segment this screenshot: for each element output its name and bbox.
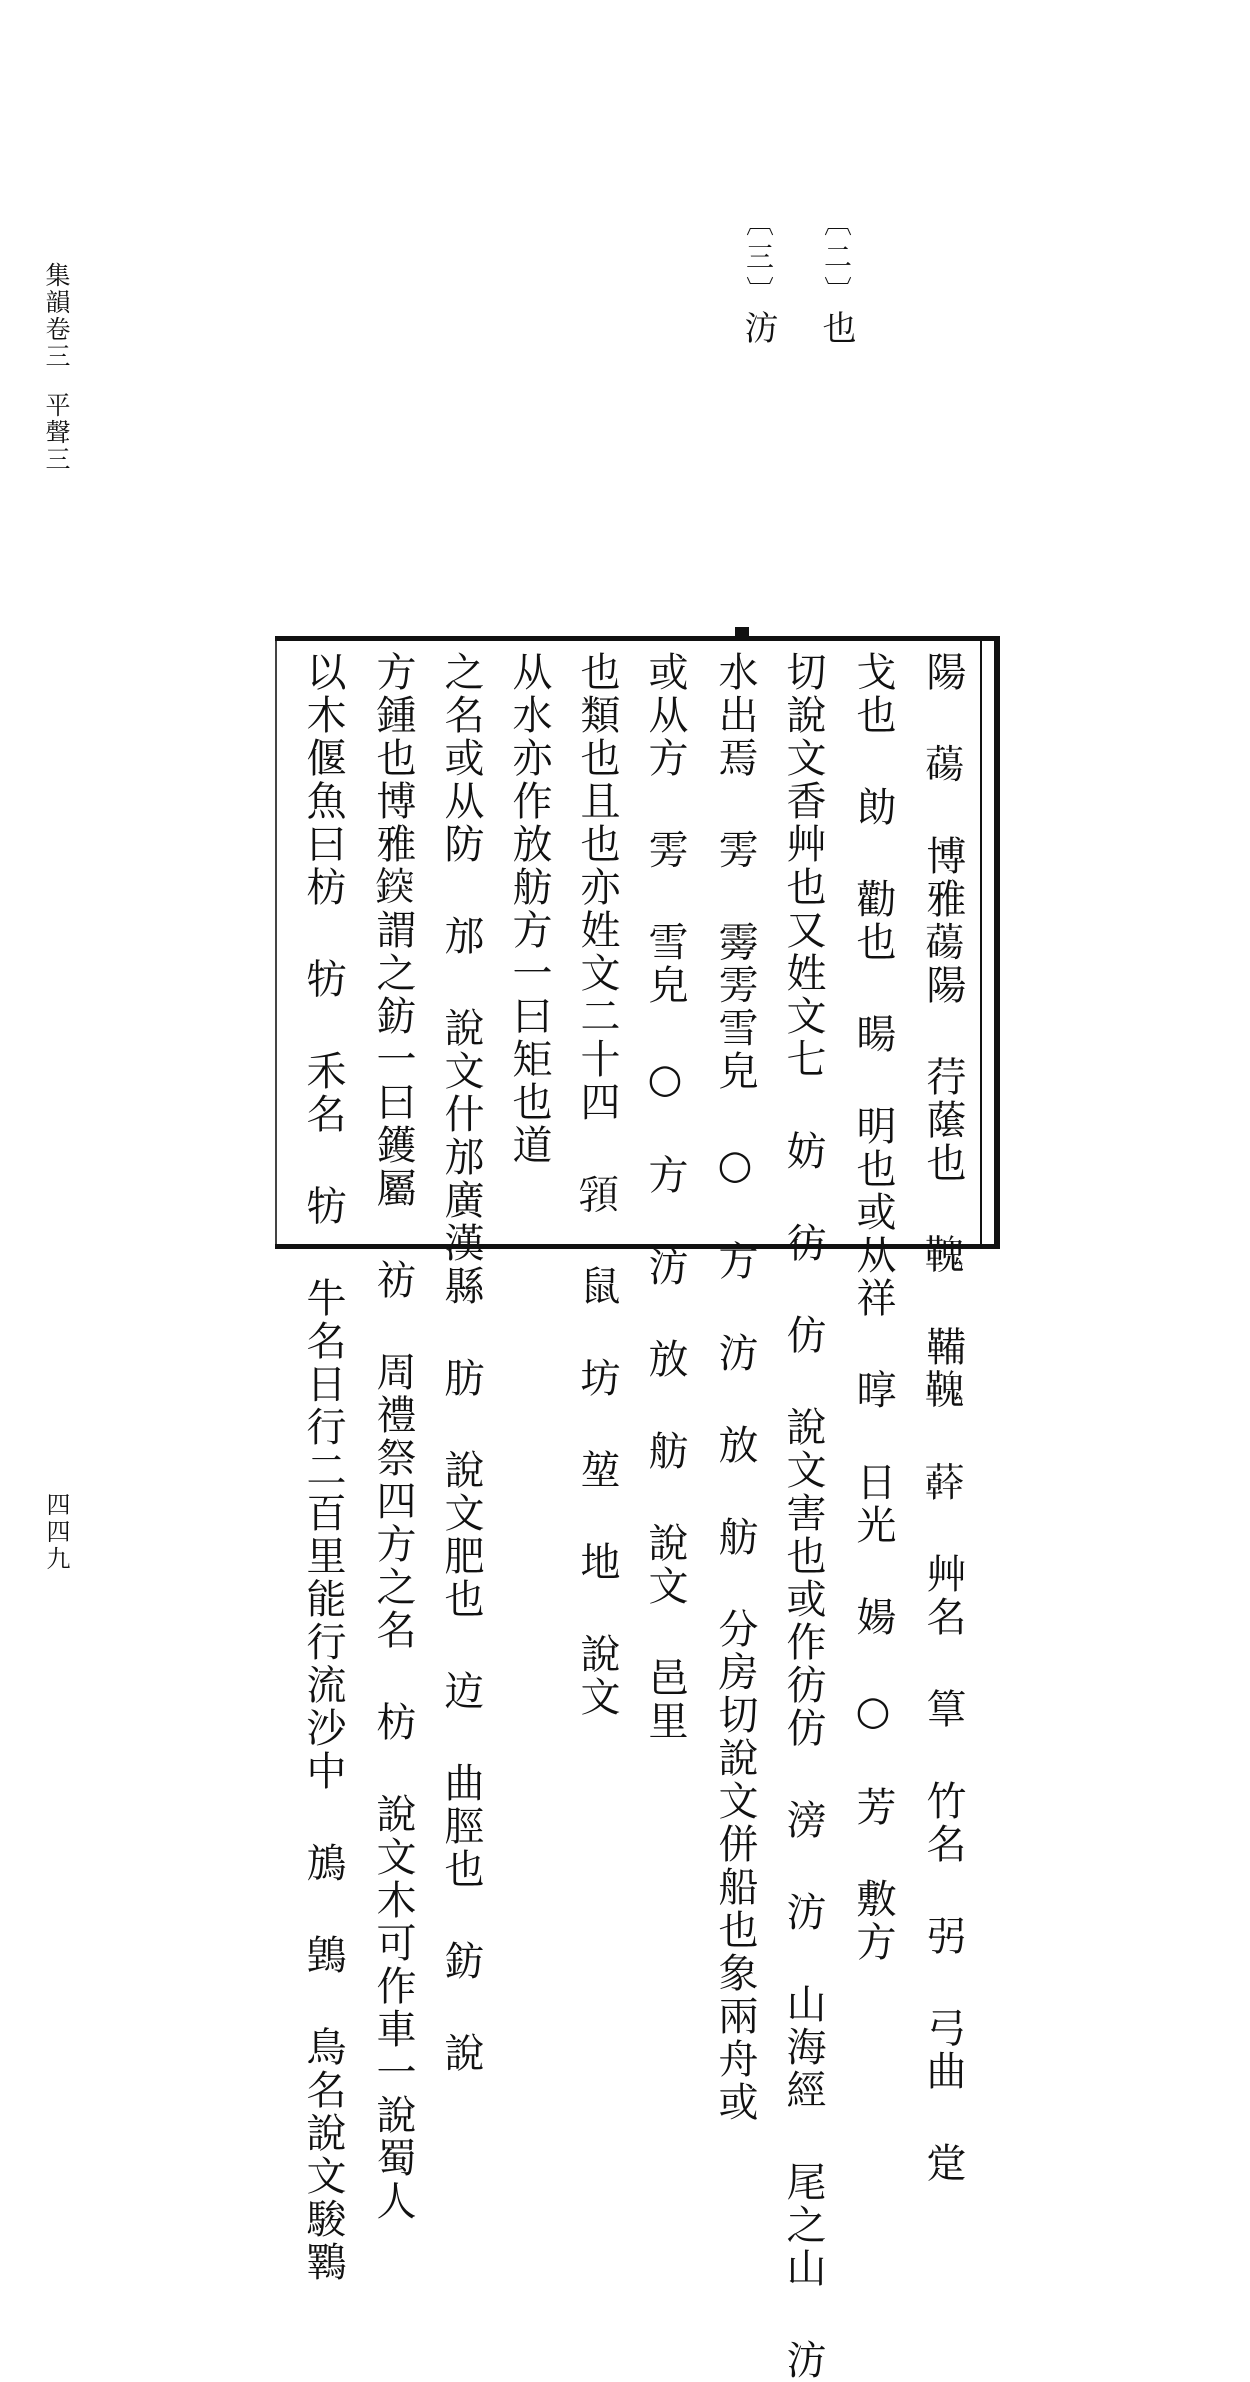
note-text: 也 [816,310,856,350]
note-marker: 〔三〕 [742,208,775,310]
collation-note-3 [738,208,778,350]
inner-rule [980,641,982,1244]
text-column-3: 切說文香艸也又姓文七 妨 彷 仿 說文害也或作彷仿 滂 汸 山海經 尾之山 汸 [780,651,826,2382]
text-column-5: 或从方 雱 雪皃 ○ 方 汸 放 舫 說文 邑里 [642,651,688,1743]
text-column-7: 从水亦作放舫方一曰矩也道 [506,651,552,1167]
collation-note-2 [816,208,856,350]
text-column-10: 以木偃魚曰枋 牥 禾名 牥 牛名日行二百里能行流沙中 鴋 䳨 鳥名說文駿鸅 [300,651,346,2284]
text-column-2: 戈也 勆 勸也 䁑 明也或从祥 㬀 日光 婸 ○ 芳 敷方 [850,651,896,1964]
frame-tab [735,627,749,641]
running-header [44,262,69,473]
header-book: 集韻卷三 [42,262,71,370]
header-section: 平聲三 [42,392,71,473]
note-text: 汸 [738,310,778,350]
text-column-4: 水出焉 雱 䨦雱雪皃 ○ 方 汸 放 舫 分房切說文併船也象兩舟或 [712,651,758,2124]
left-rule [275,641,277,1244]
text-column-6: 也類也且也亦姓文二十四 𩓖 鼠 坊 堃 地 說文 [574,651,620,1719]
text-column-8: 之名或从防 邡 說文什邡廣漢縣 肪 說文肥也 䢍 曲脛也 鈁 說 [438,651,484,2075]
text-column-1: 陽 𦿆 博雅𦿆陽 荇䕃也 𩌃 鞴𩌃 𦼮 艸名 筸 竹名 弜 弓曲 䟫 [920,651,966,2185]
page-number: 四四九 [42,1492,70,1573]
note-marker: 〔二〕 [820,208,853,310]
text-block-frame [275,636,1000,2382]
text-column-9: 方鍾也博雅𨨷謂之鈁一曰鑊屬 祊 周禮祭四方之名 枋 說文木可作車一說蜀人 [370,651,416,2223]
